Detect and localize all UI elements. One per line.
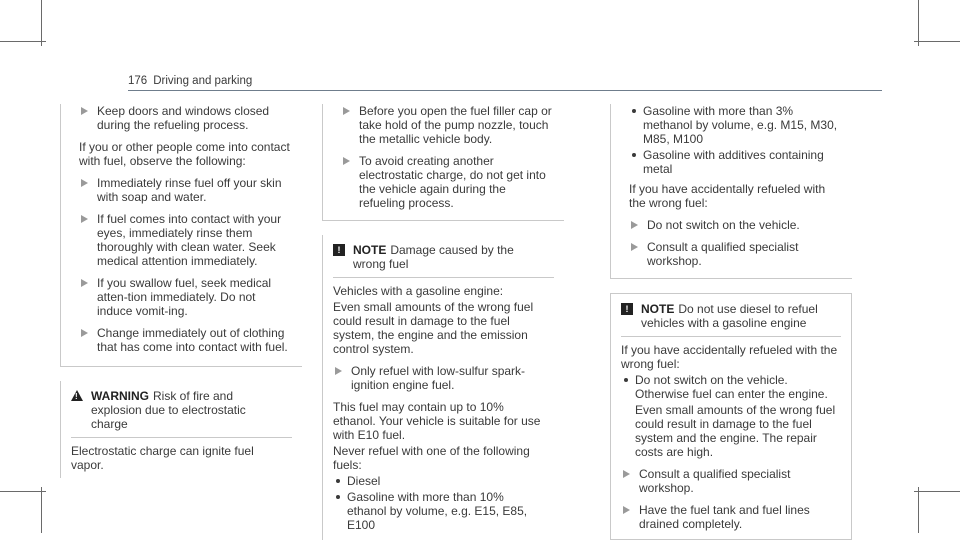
step-arrow-icon	[623, 506, 630, 514]
warning-triangle-icon: !	[71, 390, 83, 401]
divider	[621, 336, 841, 337]
column-2	[322, 104, 564, 540]
warning-title: Risk of fire and explosion due to electrostatic charge	[91, 389, 246, 431]
bullet-icon	[632, 153, 636, 157]
crop-mark	[0, 491, 46, 492]
note-box	[322, 235, 564, 540]
warning-box	[60, 381, 302, 478]
step: Do not switch on the vehicle.	[629, 218, 842, 232]
step-arrow-icon	[631, 243, 638, 251]
step-arrow-icon	[81, 279, 88, 287]
divider	[333, 277, 554, 278]
wrong-fuel-block: Gasoline with more than 3% methanol by volume, e.g. M15, M30, M85, M100 Gasoline with additives containing metal If you have accidentally refueled with the wrong fuel: Do not switch on the vehicle. Consult a qualified specialist workshop.	[610, 104, 852, 279]
step: If fuel comes into contact with your eyes, immediately rinse them thoroughly with clean water. Seek medical attention immediately.	[79, 212, 292, 268]
warning-header	[61, 381, 292, 435]
step-arrow-icon	[81, 107, 88, 115]
step: Consult a qualified specialist workshop.	[621, 467, 841, 495]
step-arrow-icon	[335, 367, 342, 375]
note-body: Vehicles with a gasoline engine: Even small amounts of the wrong fuel could result in damage to the fuel system, the engine and the emission control system. Only refuel with low-sulfur spark-ignition engine fuel. This fuel may contain up to 10% ethanol. Your vehicle is suitable for use with E10 fuel. Never refuel with one of the following fuels: Diesel Gasoline with more than 10% ethanol by volume, e.g. E15, E85, E100	[323, 284, 554, 540]
note-title: Damage caused by the wrong fuel	[353, 243, 514, 271]
list-item: Gasoline with more than 3% methanol by volume, e.g. M15, M30, M85, M100	[629, 104, 842, 146]
note-header	[611, 294, 851, 334]
bullet-icon	[632, 109, 636, 113]
warning-body: Electrostatic charge can ignite fuel vapor.	[71, 444, 254, 472]
step: Immediately rinse fuel off your skin with soap and water.	[79, 176, 292, 204]
list-item: Do not switch on the vehicle. Otherwise fuel can enter the engine.	[621, 373, 841, 401]
note-exclamation-icon: !	[621, 303, 633, 315]
crop-mark	[918, 0, 919, 46]
step-arrow-icon	[343, 157, 350, 165]
step: If you swallow fuel, seek medical atten-tion immediately. Do not induce vomit-ing.	[79, 276, 292, 318]
crop-mark	[914, 41, 960, 42]
list-item: Gasoline with additives containing metal	[629, 148, 842, 176]
step-arrow-icon	[343, 107, 350, 115]
crop-mark	[41, 0, 42, 46]
crop-mark	[41, 487, 42, 533]
step: Change immediately out of clothing that has come into contact with fuel.	[79, 326, 292, 354]
crop-mark	[0, 41, 46, 42]
step: Have the fuel tank and fuel lines drained completely.	[621, 503, 841, 531]
step-arrow-icon	[81, 329, 88, 337]
bullet-icon	[624, 378, 628, 382]
note-header	[323, 235, 554, 275]
intro-text: If you or other people come into contact with fuel, observe the following:	[79, 140, 290, 168]
step-arrow-icon	[81, 179, 88, 187]
note-box	[610, 293, 852, 540]
note-label: NOTE	[641, 302, 675, 316]
section-title: Driving and parking	[153, 75, 253, 87]
crop-mark	[914, 491, 960, 492]
list-item: Diesel	[333, 474, 544, 488]
note-title: Do not use diesel to refuel vehicles with a gasoline engine	[641, 302, 818, 330]
note-exclamation-icon: !	[333, 244, 345, 256]
note-label: NOTE	[353, 243, 387, 257]
step: Before you open the fuel filler cap or take hold of the pump nozzle, touch the metallic vehicle body.	[341, 104, 554, 146]
column-3	[610, 104, 852, 540]
step-arrow-icon	[631, 221, 638, 229]
page-number: 176	[128, 75, 148, 87]
bullet-icon	[336, 495, 340, 499]
crop-mark	[918, 487, 919, 533]
column-1	[60, 104, 302, 478]
step-arrow-icon	[81, 215, 88, 223]
page-header	[128, 74, 252, 88]
header-rule	[128, 90, 882, 91]
step: Only refuel with low-sulfur spark-ignition engine fuel.	[333, 364, 544, 392]
static-charge-block	[322, 104, 564, 221]
step: Keep doors and windows closed during the refueling process.	[79, 104, 292, 132]
bullet-icon	[336, 479, 340, 483]
step: To avoid creating another electrostatic charge, do not get into the vehicle again during the refueling process.	[341, 154, 554, 210]
step-arrow-icon	[623, 470, 630, 478]
divider	[71, 437, 292, 438]
safety-instructions-block	[60, 104, 302, 367]
list-item: Gasoline with more than 10% ethanol by volume, e.g. E15, E85, E100	[333, 490, 544, 532]
step: Consult a qualified specialist workshop.	[629, 240, 842, 268]
warning-label: WARNING	[91, 389, 149, 403]
note-body: If you have accidentally refueled with the wrong fuel: Do not switch on the vehicle. Otherwise fuel can enter the engine. Even small amounts of the wrong fuel could result in damage to the fuel system and the engine. The repair costs are high. Consult a qualified specialist workshop. Have the fuel tank and fuel lines drained completely.	[611, 343, 851, 539]
